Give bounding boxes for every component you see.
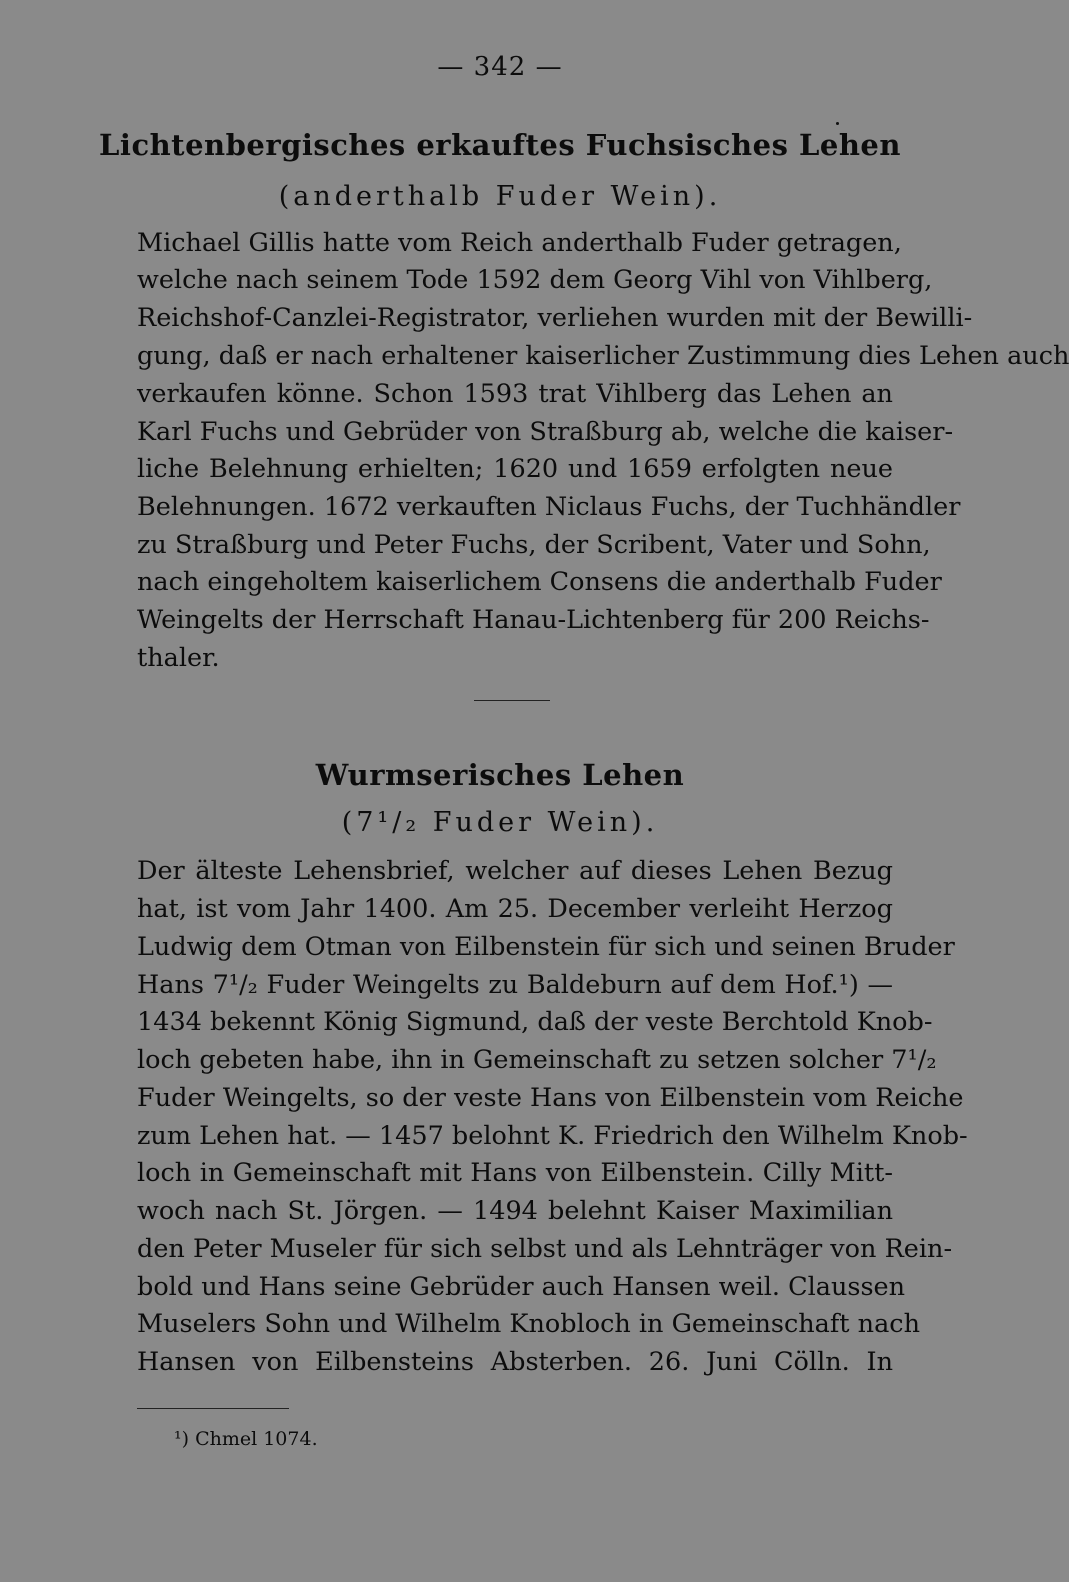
- section-divider: [474, 700, 550, 701]
- footnote: ¹) Chmel 1074.: [174, 1428, 318, 1450]
- text-line: Der älteste Lehensbrief, welcher auf dieses Lehen Bezug: [137, 856, 893, 886]
- text-line: Muselers Sohn und Wilhelm Knobloch in Gemeinschaft nach: [137, 1309, 920, 1339]
- text-line: den Peter Museler für sich selbst und als Lehnträger von Rein-: [137, 1234, 953, 1264]
- text-line: thaler.: [137, 643, 220, 673]
- text-line: loch gebeten habe, ihn in Gemeinschaft zu setzen solcher 7¹/₂: [137, 1045, 937, 1075]
- text-line: verkaufen könne. Schon 1593 trat Vihlberg das Lehen an: [137, 379, 893, 409]
- text-line: Karl Fuchs und Gebrüder von Straßburg ab, welche die kaiser-: [137, 417, 954, 447]
- text-line: loch in Gemeinschaft mit Hans von Eilbenstein. Cilly Mitt-: [137, 1158, 893, 1188]
- section-title: Wurmserisches Lehen: [315, 758, 685, 792]
- text-line: 1434 bekennt König Sigmund, daß der veste Berchtold Knob-: [137, 1007, 933, 1037]
- section-subtitle: (anderthalb Fuder Wein).: [278, 181, 722, 212]
- text-line: zum Lehen hat. — 1457 belohnt K. Friedrich den Wilhelm Knob-: [137, 1121, 968, 1151]
- text-line: Reichshof-Canzlei-Registrator, verliehen wurden mit der Bewilli-: [137, 303, 973, 333]
- section-title: Lichtenbergisches erkauftes Fuchsisches Lehen: [99, 128, 901, 162]
- text-line: woch nach St. Jörgen. — 1494 belehnt Kaiser Maximilian: [137, 1196, 893, 1226]
- text-line: Ludwig dem Otman von Eilbenstein für sich und seinen Bruder: [137, 932, 955, 962]
- text-line: bold und Hans seine Gebrüder auch Hansen weil. Claussen: [137, 1272, 906, 1302]
- text-line: Fuder Weingelts, so der veste Hans von Eilbenstein vom Reiche: [137, 1083, 964, 1113]
- text-line: gung, daß er nach erhaltener kaiserlicher Zustimmung dies Lehen auch: [137, 341, 1069, 371]
- text-line: hat, ist vom Jahr 1400. Am 25. December verleiht Herzog: [137, 894, 893, 924]
- text-line: welche nach seinem Tode 1592 dem Georg Vihl von Vihlberg,: [137, 265, 933, 295]
- section-subtitle: (7¹/₂ Fuder Wein).: [341, 807, 659, 838]
- print-speck: [836, 122, 839, 125]
- text-line: Michael Gillis hatte vom Reich anderthalb Fuder getragen,: [137, 228, 902, 258]
- text-line: Belehnungen. 1672 verkauften Niclaus Fuchs, der Tuchhändler: [137, 492, 961, 522]
- text-line: Hansen von Eilbensteins Absterben. 26. Juni Cölln. In: [137, 1347, 893, 1377]
- footnote-rule: [137, 1408, 289, 1409]
- text-line: liche Belehnung erhielten; 1620 und 1659 erfolgten neue: [137, 454, 893, 484]
- text-line: Hans 7¹/₂ Fuder Weingelts zu Baldeburn auf dem Hof.¹) —: [137, 970, 893, 1000]
- text-line: Weingelts der Herrschaft Hanau-Lichtenberg für 200 Reichs-: [137, 605, 930, 635]
- text-line: zu Straßburg und Peter Fuchs, der Scribent, Vater und Sohn,: [137, 530, 931, 560]
- text-line: nach eingeholtem kaiserlichem Consens die anderthalb Fuder: [137, 567, 942, 597]
- page-number: — 342 —: [437, 52, 563, 82]
